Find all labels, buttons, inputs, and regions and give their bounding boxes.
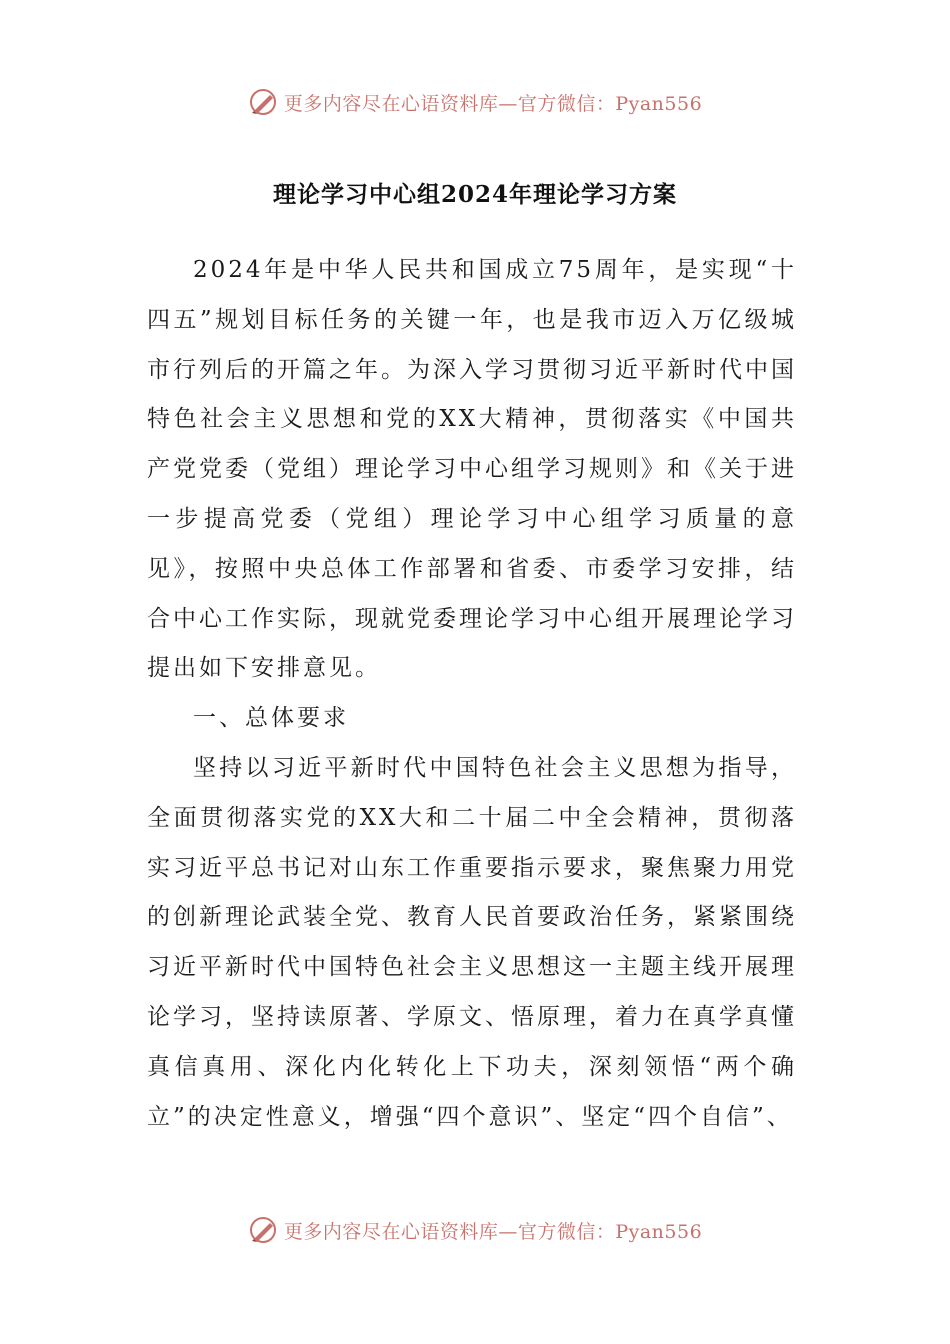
- pen-circle-icon: [248, 1215, 278, 1245]
- document-body: [147, 246, 797, 1142]
- document-title: 理论学习中心组2024年理论学习方案: [272, 181, 677, 208]
- watermark-banner-top: [0, 82, 950, 122]
- pen-circle-icon: [248, 87, 278, 117]
- paragraph-intro: 2024年是中华人民共和国成立75周年，是实现“十四五”规划目标任务的关键一年，也是我市迈入万亿级城市行列后的开篇之年。为深入学习贯彻习近平新时代中国特色社会主义思想和党的XX大精神，贯彻落实《中国共产党党委（党组）理论学习中心组学习规则》和《关于进一步提高党委（党组）理论学习中心组学习质量的意见》，按照中央总体工作部署和省委、市委学习安排，结合中心工作实际，现就党委理论学习中心组开展理论学习提出如下安排意见。: [147, 257, 797, 682]
- section-heading: 一、总体要求: [193, 705, 349, 732]
- watermark-text: 更多内容尽在心语资料库—官方微信：Pyan556: [283, 1220, 703, 1243]
- paragraph-requirements: 坚持以习近平新时代中国特色社会主义思想为指导，全面贯彻落实党的XX大和二十届二中全会精神，贯彻落实习近平总书记对山东工作重要指示要求，聚焦聚力用党的创新理论武装全党、教育人民首要政治任务，紧紧围绕习近平新时代中国特色社会主义思想这一主题主线开展理论学习，坚持读原著、学原文、悟原理，着力在真学真懂真信真用、深化内化转化上下功夫，深刻领悟“两个确立”的决定性意义，增强“四个意识”、坚定“四个自信”、: [147, 754, 797, 1130]
- watermark-banner-bottom: [0, 1210, 950, 1250]
- watermark-text: 更多内容尽在心语资料库—官方微信：Pyan556: [283, 92, 703, 115]
